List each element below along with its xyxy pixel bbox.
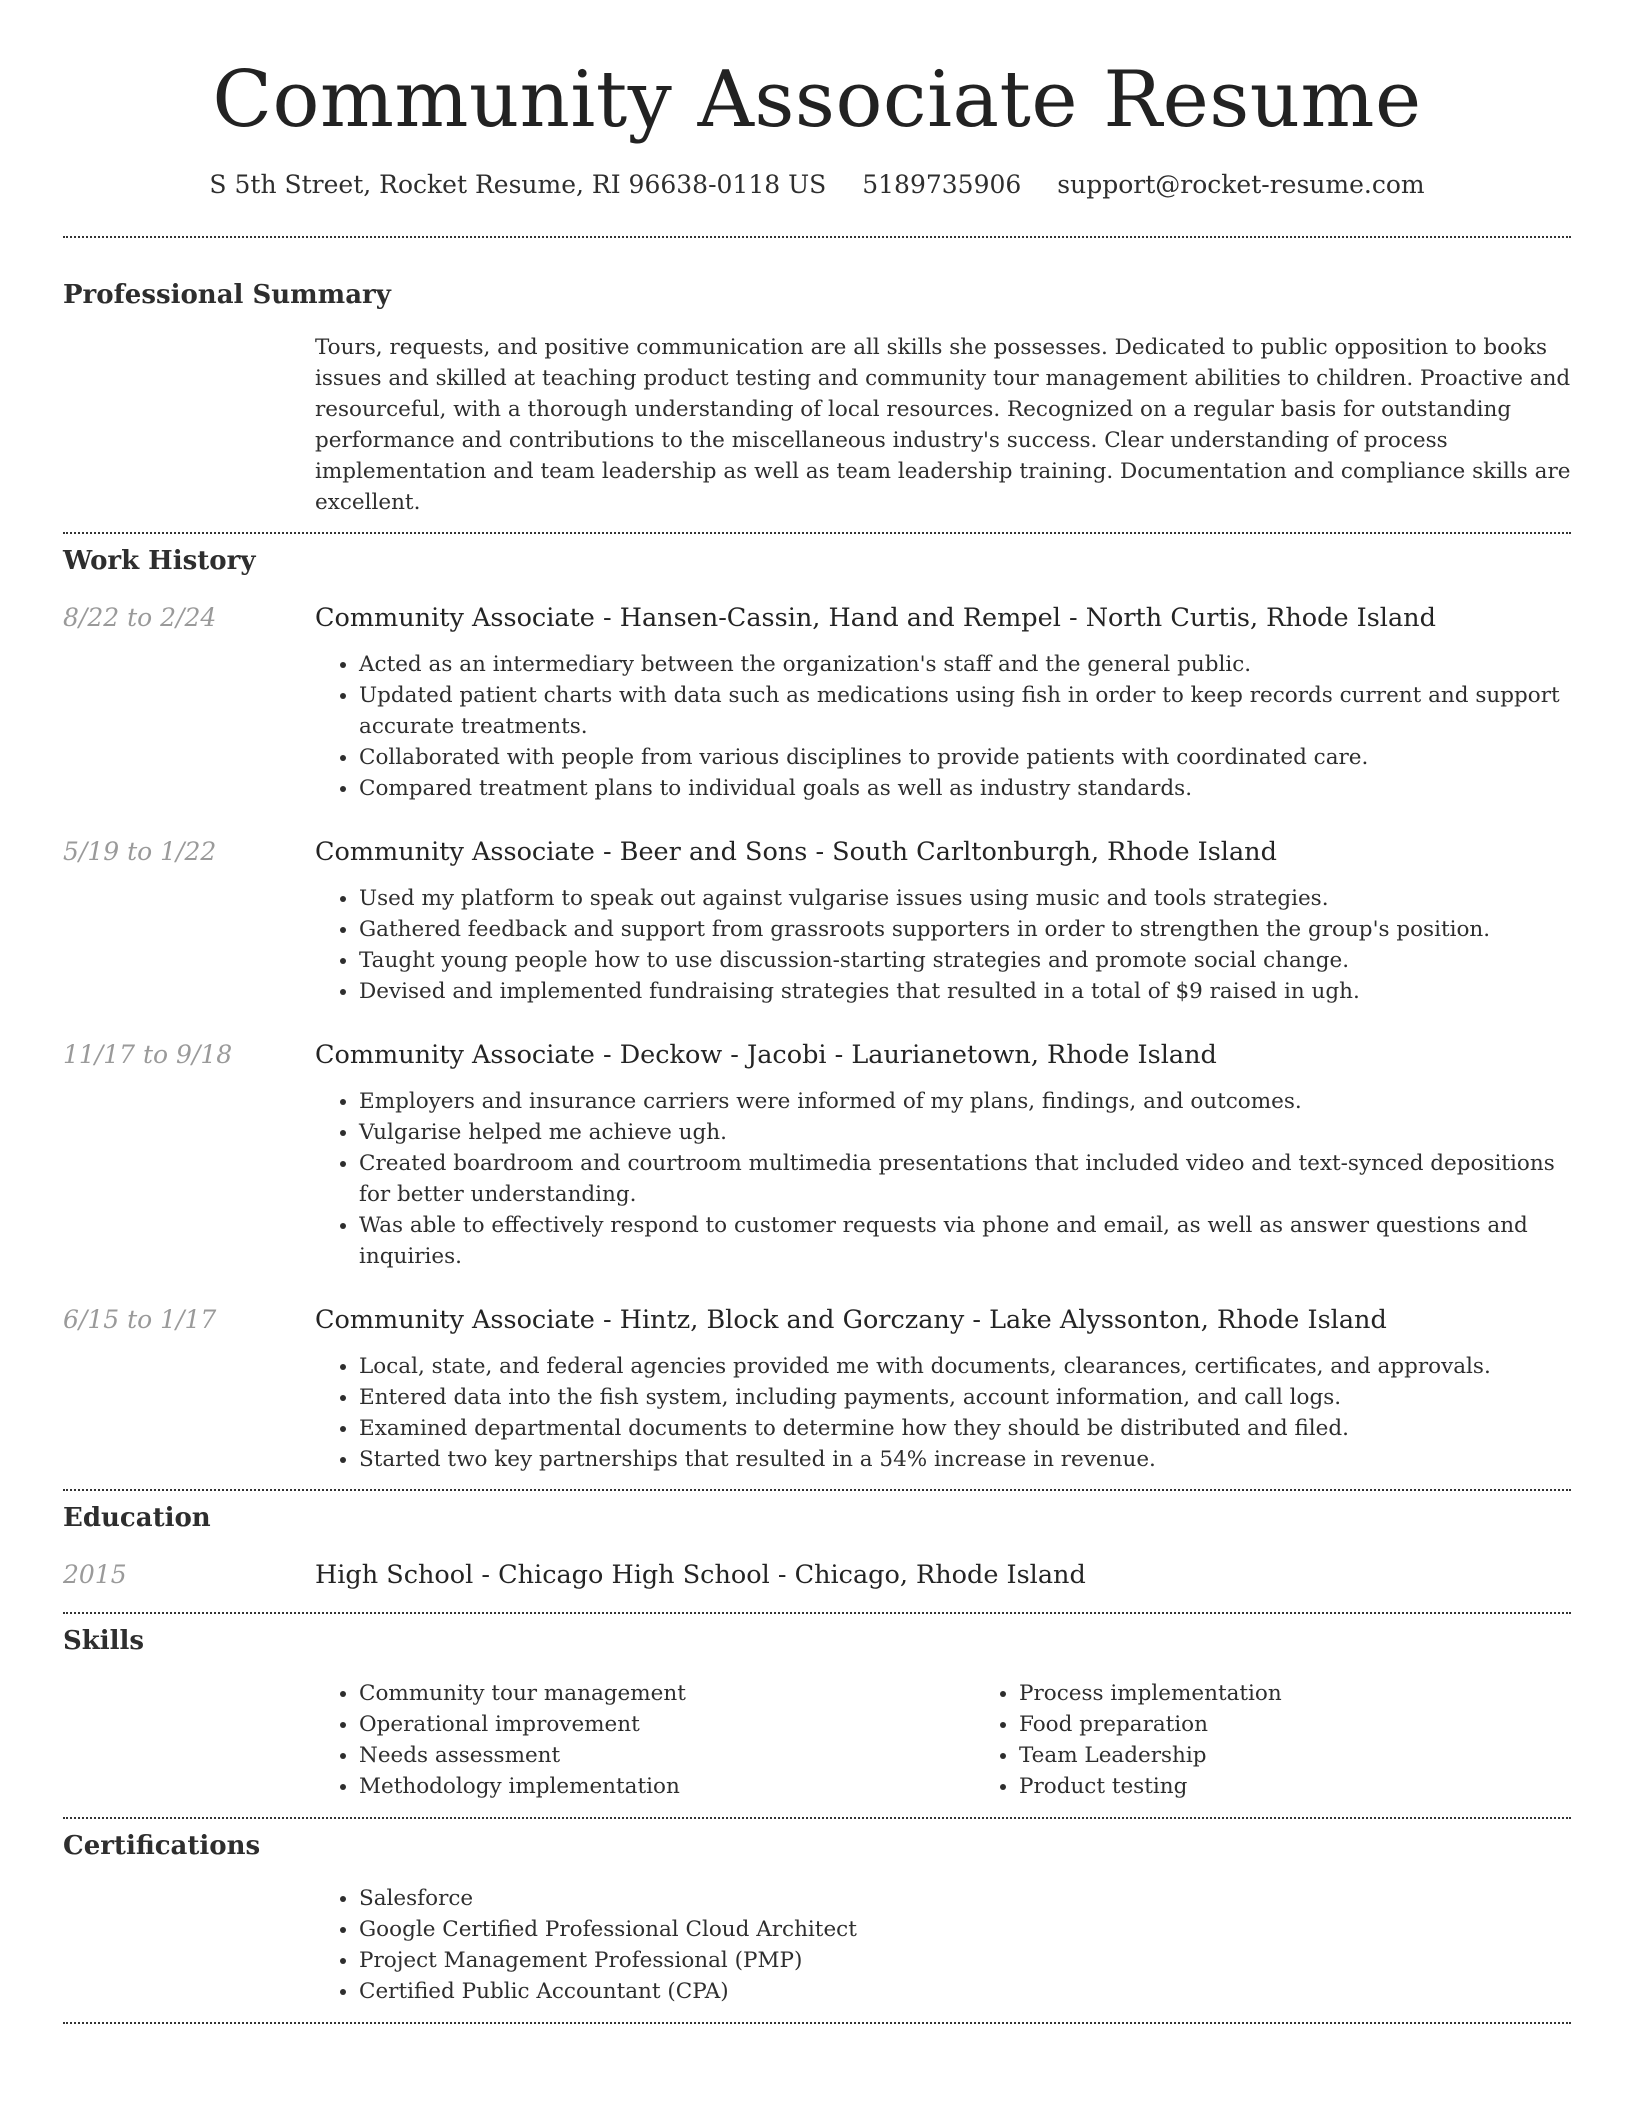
certification-item: • Certified Public Accountant (CPA) <box>359 1976 1571 2007</box>
section-divider <box>63 532 1571 534</box>
work-history-heading: Work History <box>63 546 256 576</box>
section-divider <box>63 2022 1571 2024</box>
job-bullet: • Was able to effectively respond to customer requests via phone and email, as well as answer questions and inquiries. <box>359 1210 1571 1272</box>
certifications-heading: Certifications <box>63 1831 261 1861</box>
section-divider <box>63 1817 1571 1819</box>
section-divider <box>63 1489 1571 1491</box>
contact-line <box>63 168 1571 202</box>
skills-heading: Skills <box>63 1626 145 1656</box>
skills-list-right <box>975 1678 1632 1802</box>
skill-item: • Team Leadership <box>1019 1740 1632 1771</box>
job-bullet: • Compared treatment plans to individual goals as well as industry standards. <box>359 773 1571 804</box>
certification-item: • Salesforce <box>359 1883 1571 1914</box>
education-entry: High School - Chicago High School - Chicago, Rhode Island <box>315 1560 1086 1590</box>
job-entry <box>63 601 1571 804</box>
job-entry <box>63 1303 1571 1475</box>
summary-text: Tours, requests, and positive communication are all skills she possesses. Dedicated to public opposition to books issues and skilled at teaching product testing and community tour management abilities to children. Proactive and resourceful, with a thorough understanding of local resources. Recognized on a regular basis for outstanding performance and contributions to the miscellaneous industry's success. Clear understanding of process implementation and team leadership as well as team leadership training. Documentation and compliance skills are excellent. <box>315 335 1571 515</box>
section-divider <box>63 1612 1571 1614</box>
certification-item: • Project Management Professional (PMP) <box>359 1945 1571 1976</box>
job-bullet: • Devised and implemented fundraising strategies that resulted in a total of $9 raised in ugh. <box>359 976 1571 1007</box>
job-title: Community Associate - Hansen-Cassin, Hand and Rempel - North Curtis, Rhode Island <box>315 603 1436 633</box>
job-bullet: • Updated patient charts with data such as medications using fish in order to keep records current and support accurate treatments. <box>359 680 1571 742</box>
job-title: Community Associate - Deckow - Jacobi - Laurianetown, Rhode Island <box>315 1040 1217 1070</box>
job-bullet: • Collaborated with people from various disciplines to provide patients with coordinated care. <box>359 742 1571 773</box>
skill-item: • Methodology implementation <box>359 1771 975 1802</box>
education-year: 2015 <box>63 1560 127 1589</box>
job-bullet: • Local, state, and federal agencies provided me with documents, clearances, certificates, and approvals. <box>359 1351 1571 1382</box>
contact-phone: 5189735906 <box>862 170 1022 199</box>
job-title: Community Associate - Hintz, Block and Gorczany - Lake Alyssonton, Rhode Island <box>315 1305 1387 1335</box>
skill-item: • Process implementation <box>1019 1678 1632 1709</box>
contact-address: S 5th Street, Rocket Resume, RI 96638-0118 US <box>209 170 827 199</box>
job-bullet: • Used my platform to speak out against vulgarise issues using music and tools strategies. <box>359 883 1571 914</box>
resume-title: Community Associate Resume <box>212 55 1422 145</box>
contact-email: support@rocket-resume.com <box>1057 170 1425 199</box>
job-dates: 6/15 to 1/17 <box>63 1305 217 1334</box>
job-dates: 11/17 to 9/18 <box>63 1040 233 1069</box>
job-bullet: • Gathered feedback and support from grassroots supporters in order to strengthen the group's position. <box>359 914 1571 945</box>
job-bullets <box>315 649 1571 804</box>
job-bullet: • Started two key partnerships that resulted in a 54% increase in revenue. <box>359 1444 1571 1475</box>
skill-item: • Needs assessment <box>359 1740 975 1771</box>
resume-page <box>63 0 1571 2024</box>
job-entry <box>63 1038 1571 1272</box>
skill-item: • Food preparation <box>1019 1709 1632 1740</box>
skills-list-left <box>315 1678 975 1802</box>
job-bullets <box>315 883 1571 1007</box>
job-bullets <box>315 1351 1571 1475</box>
job-bullets <box>315 1086 1571 1272</box>
job-bullet: • Examined departmental documents to determine how they should be distributed and filed. <box>359 1413 1571 1444</box>
certifications-list <box>315 1883 1571 2007</box>
job-dates: 5/19 to 1/22 <box>63 837 217 866</box>
job-bullet: • Entered data into the fish system, including payments, account information, and call logs. <box>359 1382 1571 1413</box>
job-bullet: • Vulgarise helped me achieve ugh. <box>359 1117 1571 1148</box>
summary-heading: Professional Summary <box>63 280 391 310</box>
job-bullet: • Created boardroom and courtroom multimedia presentations that included video and text-synced depositions for better understanding. <box>359 1148 1571 1210</box>
job-dates: 8/22 to 2/24 <box>63 603 217 632</box>
job-bullet: • Acted as an intermediary between the organization's staff and the general public. <box>359 649 1571 680</box>
job-bullet: • Employers and insurance carriers were informed of my plans, findings, and outcomes. <box>359 1086 1571 1117</box>
education-heading: Education <box>63 1503 211 1533</box>
job-title: Community Associate - Beer and Sons - South Carltonburgh, Rhode Island <box>315 837 1277 867</box>
certification-item: • Google Certified Professional Cloud Architect <box>359 1914 1571 1945</box>
job-bullet: • Taught young people how to use discussion-starting strategies and promote social change. <box>359 945 1571 976</box>
skill-item: • Operational improvement <box>359 1709 975 1740</box>
skill-item: • Community tour management <box>359 1678 975 1709</box>
section-divider <box>63 236 1571 238</box>
skill-item: • Product testing <box>1019 1771 1632 1802</box>
job-entry <box>63 835 1571 1007</box>
